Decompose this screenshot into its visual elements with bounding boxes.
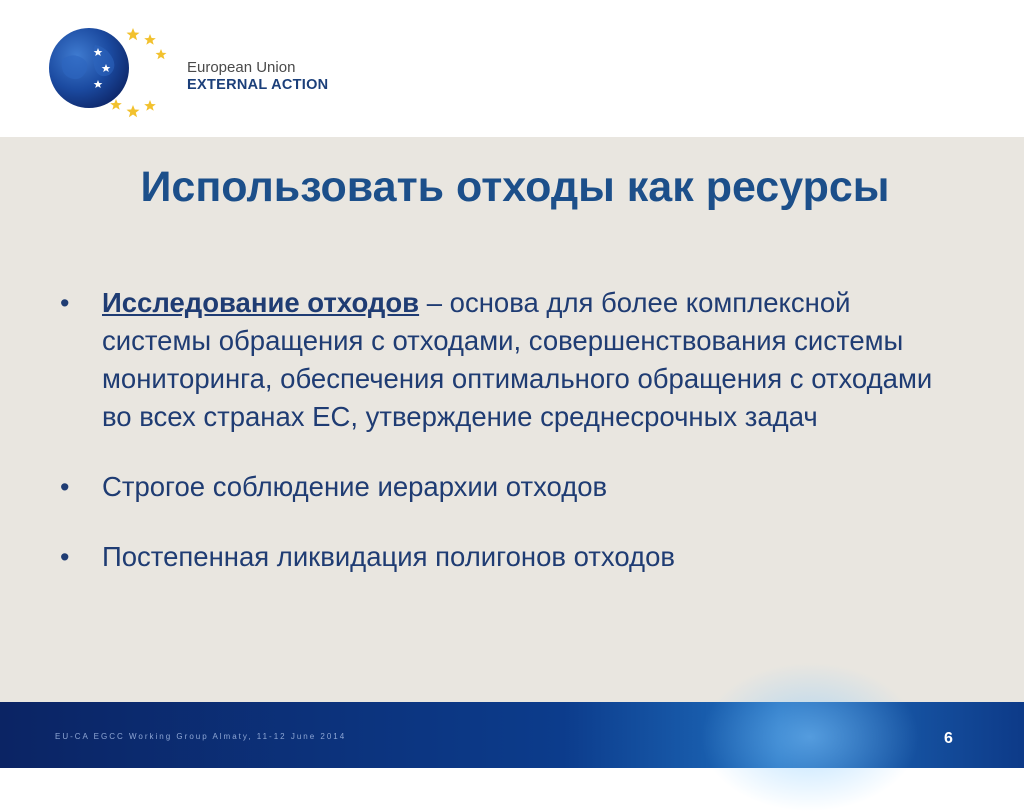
footer-bar xyxy=(0,702,1024,768)
bullet-item-waste-research xyxy=(60,284,960,436)
bullet-bold-text: Исследование отходов xyxy=(102,287,420,318)
eu-globe-icon xyxy=(40,20,180,120)
page-number: 6 xyxy=(944,730,953,747)
bullet-text: Постепенная ликвидация полигонов отходов xyxy=(102,541,675,572)
slide-title: Использовать отходы как ресурсы xyxy=(140,163,890,211)
logo-text-european-union: European Union xyxy=(187,59,296,76)
header xyxy=(0,0,1024,137)
bullet-text: – основа для более комплексной системы обращения с отходами, совершенствования системы мониторинга, обеспечения оптимального обращения с отходами во всех странах ЕС, утверждение среднесрочных задач xyxy=(102,287,933,432)
logo-text-external-action: EXTERNAL ACTION xyxy=(187,77,329,93)
bullet-list xyxy=(60,284,960,576)
footer-glow xyxy=(700,662,920,812)
eu-external-action-logo xyxy=(40,20,360,120)
bullet-text: Строгое соблюдение иерархии отходов xyxy=(102,471,608,502)
bullet-item-waste-hierarchy xyxy=(60,468,960,506)
bullet-item-landfill-phaseout xyxy=(60,538,960,576)
slide-content xyxy=(0,137,1024,702)
footer-event-text: EU-CA EGCC Working Group Almaty, 11-12 June 2014 xyxy=(55,732,347,741)
